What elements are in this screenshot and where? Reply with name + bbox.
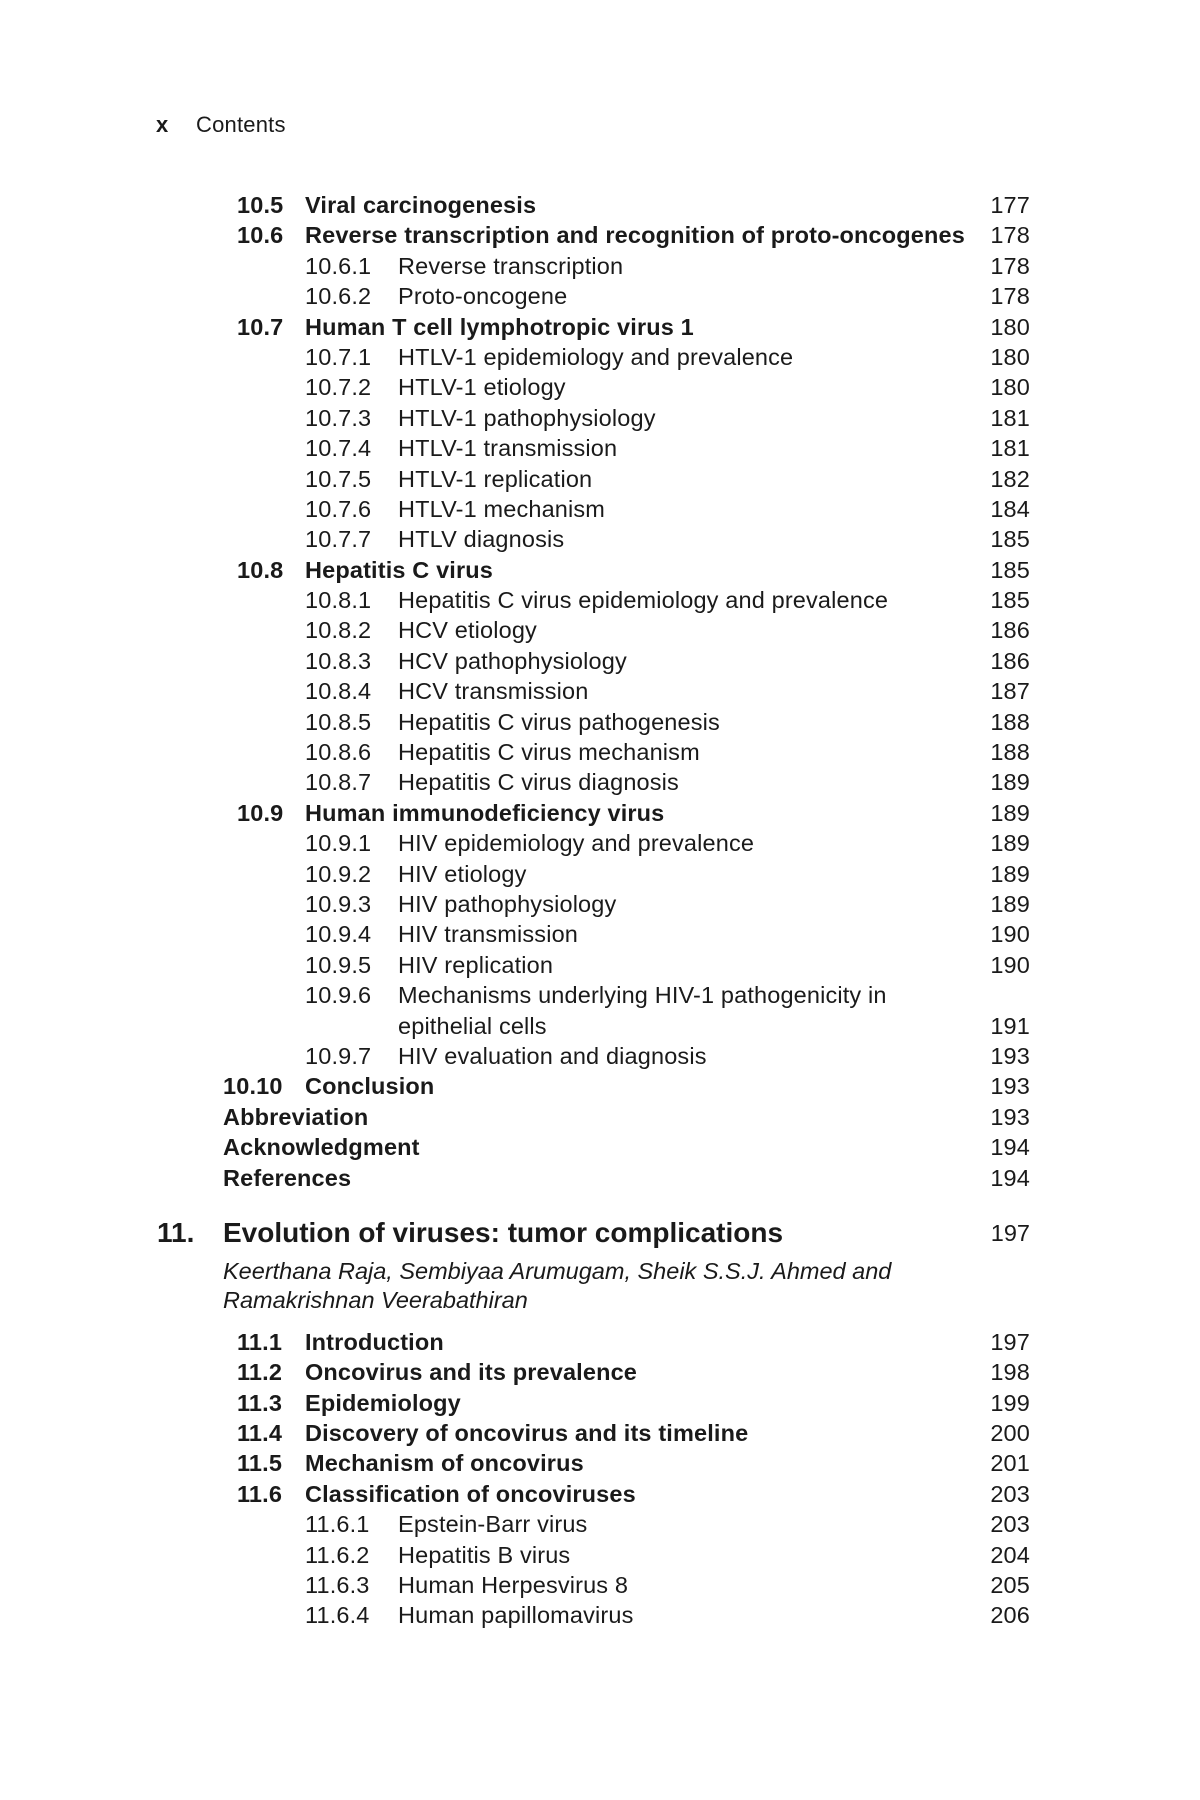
toc-entry-page: 188 (990, 708, 1030, 735)
toc-entry-number: 10.9.5 (305, 951, 372, 978)
toc-entry-title: Hepatitis C virus diagnosis (398, 769, 679, 796)
toc-entry-page: 182 (990, 465, 1030, 492)
toc-entry[interactable] (0, 707, 1200, 737)
toc-entry[interactable] (0, 220, 1200, 250)
toc-entry-page: 205 (990, 1572, 1030, 1599)
toc-entry-page: 198 (990, 1359, 1030, 1386)
toc-entry-number: 11.6.3 (305, 1572, 370, 1599)
toc-entry-title: Proto-oncogene (398, 283, 568, 310)
toc-entry-page: 189 (990, 769, 1030, 796)
toc-entry-title: Human immunodeficiency virus (305, 799, 665, 826)
toc-entry-page: 200 (990, 1420, 1030, 1447)
toc-entry-title: HTLV-1 transmission (398, 435, 618, 462)
toc-entry-number: 10.9.2 (305, 860, 372, 887)
toc-entry-title: Discovery of oncovirus and its timeline (305, 1420, 749, 1447)
toc-entry-number: 10.9.6 (305, 982, 372, 1009)
toc-entry-page: 178 (990, 222, 1030, 249)
running-head-title: Contents (196, 112, 286, 137)
toc-entry-title: HTLV diagnosis (398, 526, 565, 553)
toc-entry-title: Viral carcinogenesis (305, 192, 537, 218)
toc-entry-title: Reverse transcription and recognition of proto-oncogenes (305, 222, 965, 249)
toc-entry[interactable] (0, 859, 1200, 889)
toc-entry-number: 11.6.4 (305, 1602, 370, 1629)
toc-entry-number: 10.7.5 (305, 465, 372, 492)
toc-entry-number: 10.7.1 (305, 343, 372, 370)
toc-entry-number: 11.4 (237, 1420, 283, 1447)
toc-entry-title: HIV epidemiology and prevalence (398, 830, 755, 857)
toc-entry[interactable] (0, 828, 1200, 858)
toc-entry-number: 11.6.1 (305, 1511, 370, 1538)
toc-entry-number: 10.8.4 (305, 678, 372, 705)
toc-entry-title: Introduction (305, 1328, 444, 1355)
toc-entry-title: Hepatitis B virus (398, 1541, 571, 1568)
toc-entry-page: 204 (990, 1541, 1030, 1568)
toc-entry-title: HTLV-1 replication (398, 465, 593, 492)
toc-entry-number: 10.7 (237, 313, 284, 340)
toc-entry-page: 190 (990, 951, 1030, 978)
toc-entry-page: 191 (990, 1012, 1030, 1039)
toc-entry-number: 10.8.5 (305, 708, 372, 735)
chapter-page: 197 (990, 1219, 1030, 1246)
toc-entry-number: 10.9.3 (305, 890, 372, 917)
toc-entry-page: 185 (990, 526, 1030, 553)
toc-entry-number: 11.6 (237, 1480, 283, 1507)
toc-entry-acknowledgment[interactable] (0, 1132, 1200, 1162)
toc-entry[interactable] (0, 767, 1200, 797)
toc-entry-title: HTLV-1 etiology (398, 374, 566, 401)
toc-entry-page: 180 (990, 343, 1030, 370)
toc-entry-title: HTLV-1 pathophysiology (398, 404, 656, 431)
toc-entry-page: 197 (990, 1328, 1030, 1355)
toc-entry-page: 181 (990, 404, 1030, 431)
toc-entry-title: Hepatitis C virus mechanism (398, 739, 700, 766)
toc-entry-number: 10.7.7 (305, 526, 372, 553)
toc-entry-title: Human papillomavirus (398, 1602, 634, 1629)
running-head (156, 112, 286, 138)
toc-entry[interactable] (0, 342, 1200, 372)
toc-entry[interactable] (0, 494, 1200, 524)
toc-entry-title: Hepatitis C virus pathogenesis (398, 708, 720, 735)
toc-entry-page: 177 (990, 192, 1030, 218)
toc-entry[interactable] (0, 372, 1200, 402)
chapter-heading[interactable] (0, 1215, 1200, 1251)
toc-entry-number: 10.9 (237, 799, 284, 826)
toc-entry-page: 189 (990, 830, 1030, 857)
toc-entry-number: 10.6.2 (305, 283, 372, 310)
toc-entry-title: Hepatitis C virus (305, 556, 493, 583)
toc-entry-page: 185 (990, 587, 1030, 614)
chapter-authors: Keerthana Raja, Sembiyaa Arumugam, Sheik S.S.J. Ahmed and Ramakrishnan Veerabathiran (223, 1257, 892, 1313)
toc-entry[interactable] (0, 1388, 1200, 1418)
toc-entry[interactable] (0, 190, 1200, 220)
toc-entry-title: HIV replication (398, 951, 554, 978)
toc-entry-number: 10.8.1 (305, 587, 372, 614)
toc-entry-number: 10.7.6 (305, 495, 372, 522)
toc-entry[interactable] (0, 1041, 1200, 1071)
toc-entry[interactable] (0, 737, 1200, 767)
toc-entry-number: 10.6.1 (305, 252, 372, 279)
toc-entry[interactable] (0, 403, 1200, 433)
toc-entry-number: 10.9.1 (305, 830, 372, 857)
toc-entry-number: 11.1 (237, 1328, 283, 1355)
toc-entry-title: Conclusion (305, 1073, 435, 1100)
toc-entry[interactable] (0, 555, 1200, 585)
toc-entry-page: 186 (990, 647, 1030, 674)
toc-entry-page: 201 (990, 1450, 1030, 1477)
toc-entry-page: 189 (990, 799, 1030, 826)
toc-entry-title: HIV etiology (398, 860, 527, 887)
toc-entry-page: 186 (990, 617, 1030, 644)
toc-entry[interactable] (0, 585, 1200, 615)
toc-entry-title: Classification of oncoviruses (305, 1480, 636, 1507)
toc-entry[interactable] (0, 464, 1200, 494)
toc-entry-page: 203 (990, 1480, 1030, 1507)
toc-entry-page: 188 (990, 739, 1030, 766)
toc-entry-page: 185 (990, 556, 1030, 583)
toc-entry[interactable] (0, 433, 1200, 463)
toc-entry-page: 199 (990, 1389, 1030, 1416)
toc-entry-number: 11.5 (237, 1450, 283, 1477)
toc-entry[interactable] (0, 312, 1200, 342)
toc-entry-page: 190 (990, 921, 1030, 948)
page-folio: x (156, 112, 169, 137)
toc-entry-number: 10.5 (237, 192, 284, 218)
toc-entry[interactable] (0, 1479, 1200, 1509)
toc-entry-page: 193 (990, 1103, 1030, 1130)
chapter-number: 11. (157, 1216, 195, 1248)
toc-entry[interactable] (0, 281, 1200, 311)
toc-entry[interactable] (0, 919, 1200, 949)
toc-entry-page: 203 (990, 1511, 1030, 1538)
toc-entry-page: 193 (990, 1073, 1030, 1100)
toc-entry-number: 10.8 (237, 556, 284, 583)
toc-entry[interactable] (0, 1071, 1200, 1101)
toc-entry[interactable] (0, 1357, 1200, 1387)
toc-entry-number: 11.6.2 (305, 1541, 370, 1568)
toc-entry-title: Epidemiology (305, 1389, 461, 1416)
toc-entry[interactable] (0, 980, 1200, 1041)
toc-entry-abbreviation[interactable] (0, 1102, 1200, 1132)
toc-entry[interactable] (0, 1418, 1200, 1448)
toc-entry-title: HCV transmission (398, 678, 589, 705)
toc-entry-page: 180 (990, 313, 1030, 340)
toc-entry-page: 181 (990, 435, 1030, 462)
toc-entry[interactable] (0, 524, 1200, 554)
toc-entry-number: 10.10 (223, 1073, 283, 1100)
toc-entry-number: 11.2 (237, 1359, 283, 1386)
toc-entry-title: Mechanisms underlying HIV-1 pathogenicity in epithelial cells (398, 982, 887, 1039)
toc-entry-title: HCV pathophysiology (398, 647, 627, 674)
toc-entry-number: 10.7.3 (305, 404, 372, 431)
toc-entry-title: HCV etiology (398, 617, 537, 644)
toc-entry-title: Acknowledgment (223, 1134, 420, 1161)
toc-entry-title: HIV pathophysiology (398, 890, 617, 917)
toc-entry[interactable] (0, 1570, 1200, 1600)
toc-entry[interactable] (0, 889, 1200, 919)
toc-entry-number: 10.8.3 (305, 647, 372, 674)
toc-entry[interactable] (0, 1509, 1200, 1539)
toc-entry-page: 189 (990, 860, 1030, 887)
toc-entry[interactable] (0, 1448, 1200, 1478)
toc-entry-page: 187 (990, 678, 1030, 705)
toc-entry-references[interactable] (0, 1163, 1200, 1193)
toc-entry-number: 10.8.2 (305, 617, 372, 644)
toc-entry-number: 10.9.7 (305, 1042, 372, 1069)
toc-entry[interactable] (0, 251, 1200, 281)
toc-entry-title: Reverse transcription (398, 252, 624, 279)
toc-entry-number: 10.7.4 (305, 435, 372, 462)
toc-entry-page: 178 (990, 283, 1030, 310)
toc-entry[interactable] (0, 1327, 1200, 1357)
toc-entry[interactable] (0, 1600, 1200, 1630)
toc-entry-page: 193 (990, 1042, 1030, 1069)
toc-entry-title: Hepatitis C virus epidemiology and prevalence (398, 587, 889, 614)
toc-entry[interactable] (0, 646, 1200, 676)
toc-entry[interactable] (0, 615, 1200, 645)
toc-entry[interactable] (0, 676, 1200, 706)
toc-entry-title: Abbreviation (223, 1103, 369, 1130)
toc-entry-title: HTLV-1 mechanism (398, 495, 606, 522)
toc-entry-title: HTLV-1 epidemiology and prevalence (398, 343, 794, 370)
table-of-contents (0, 190, 1200, 1631)
toc-entry[interactable] (0, 798, 1200, 828)
toc-entry-page: 194 (990, 1164, 1030, 1191)
toc-entry-page: 178 (990, 252, 1030, 279)
toc-entry-title: Human T cell lymphotropic virus 1 (305, 313, 694, 340)
toc-entry-number: 10.8.6 (305, 739, 372, 766)
toc-entry-title: HIV transmission (398, 921, 579, 948)
toc-entry-number: 10.7.2 (305, 374, 372, 401)
toc-entry-title: Epstein-Barr virus (398, 1511, 588, 1538)
toc-entry[interactable] (0, 1540, 1200, 1570)
toc-entry-title: Mechanism of oncovirus (305, 1450, 584, 1477)
toc-entry-page: 189 (990, 890, 1030, 917)
toc-entry-number: 10.9.4 (305, 921, 372, 948)
toc-entry-number: 10.8.7 (305, 769, 372, 796)
toc-entry-number: 11.3 (237, 1389, 283, 1416)
toc-entry[interactable] (0, 950, 1200, 980)
toc-entry-title: HIV evaluation and diagnosis (398, 1042, 707, 1069)
toc-entry-title: Human Herpesvirus 8 (398, 1572, 629, 1599)
toc-entry-page: 206 (990, 1602, 1030, 1629)
toc-entry-page: 194 (990, 1134, 1030, 1161)
toc-entry-number: 10.6 (237, 222, 284, 249)
toc-entry-title: Oncovirus and its prevalence (305, 1359, 638, 1386)
chapter-title: Evolution of viruses: tumor complications (223, 1216, 784, 1248)
toc-entry-page: 180 (990, 374, 1030, 401)
toc-entry-page: 184 (990, 495, 1030, 522)
toc-entry-title: References (223, 1164, 352, 1191)
